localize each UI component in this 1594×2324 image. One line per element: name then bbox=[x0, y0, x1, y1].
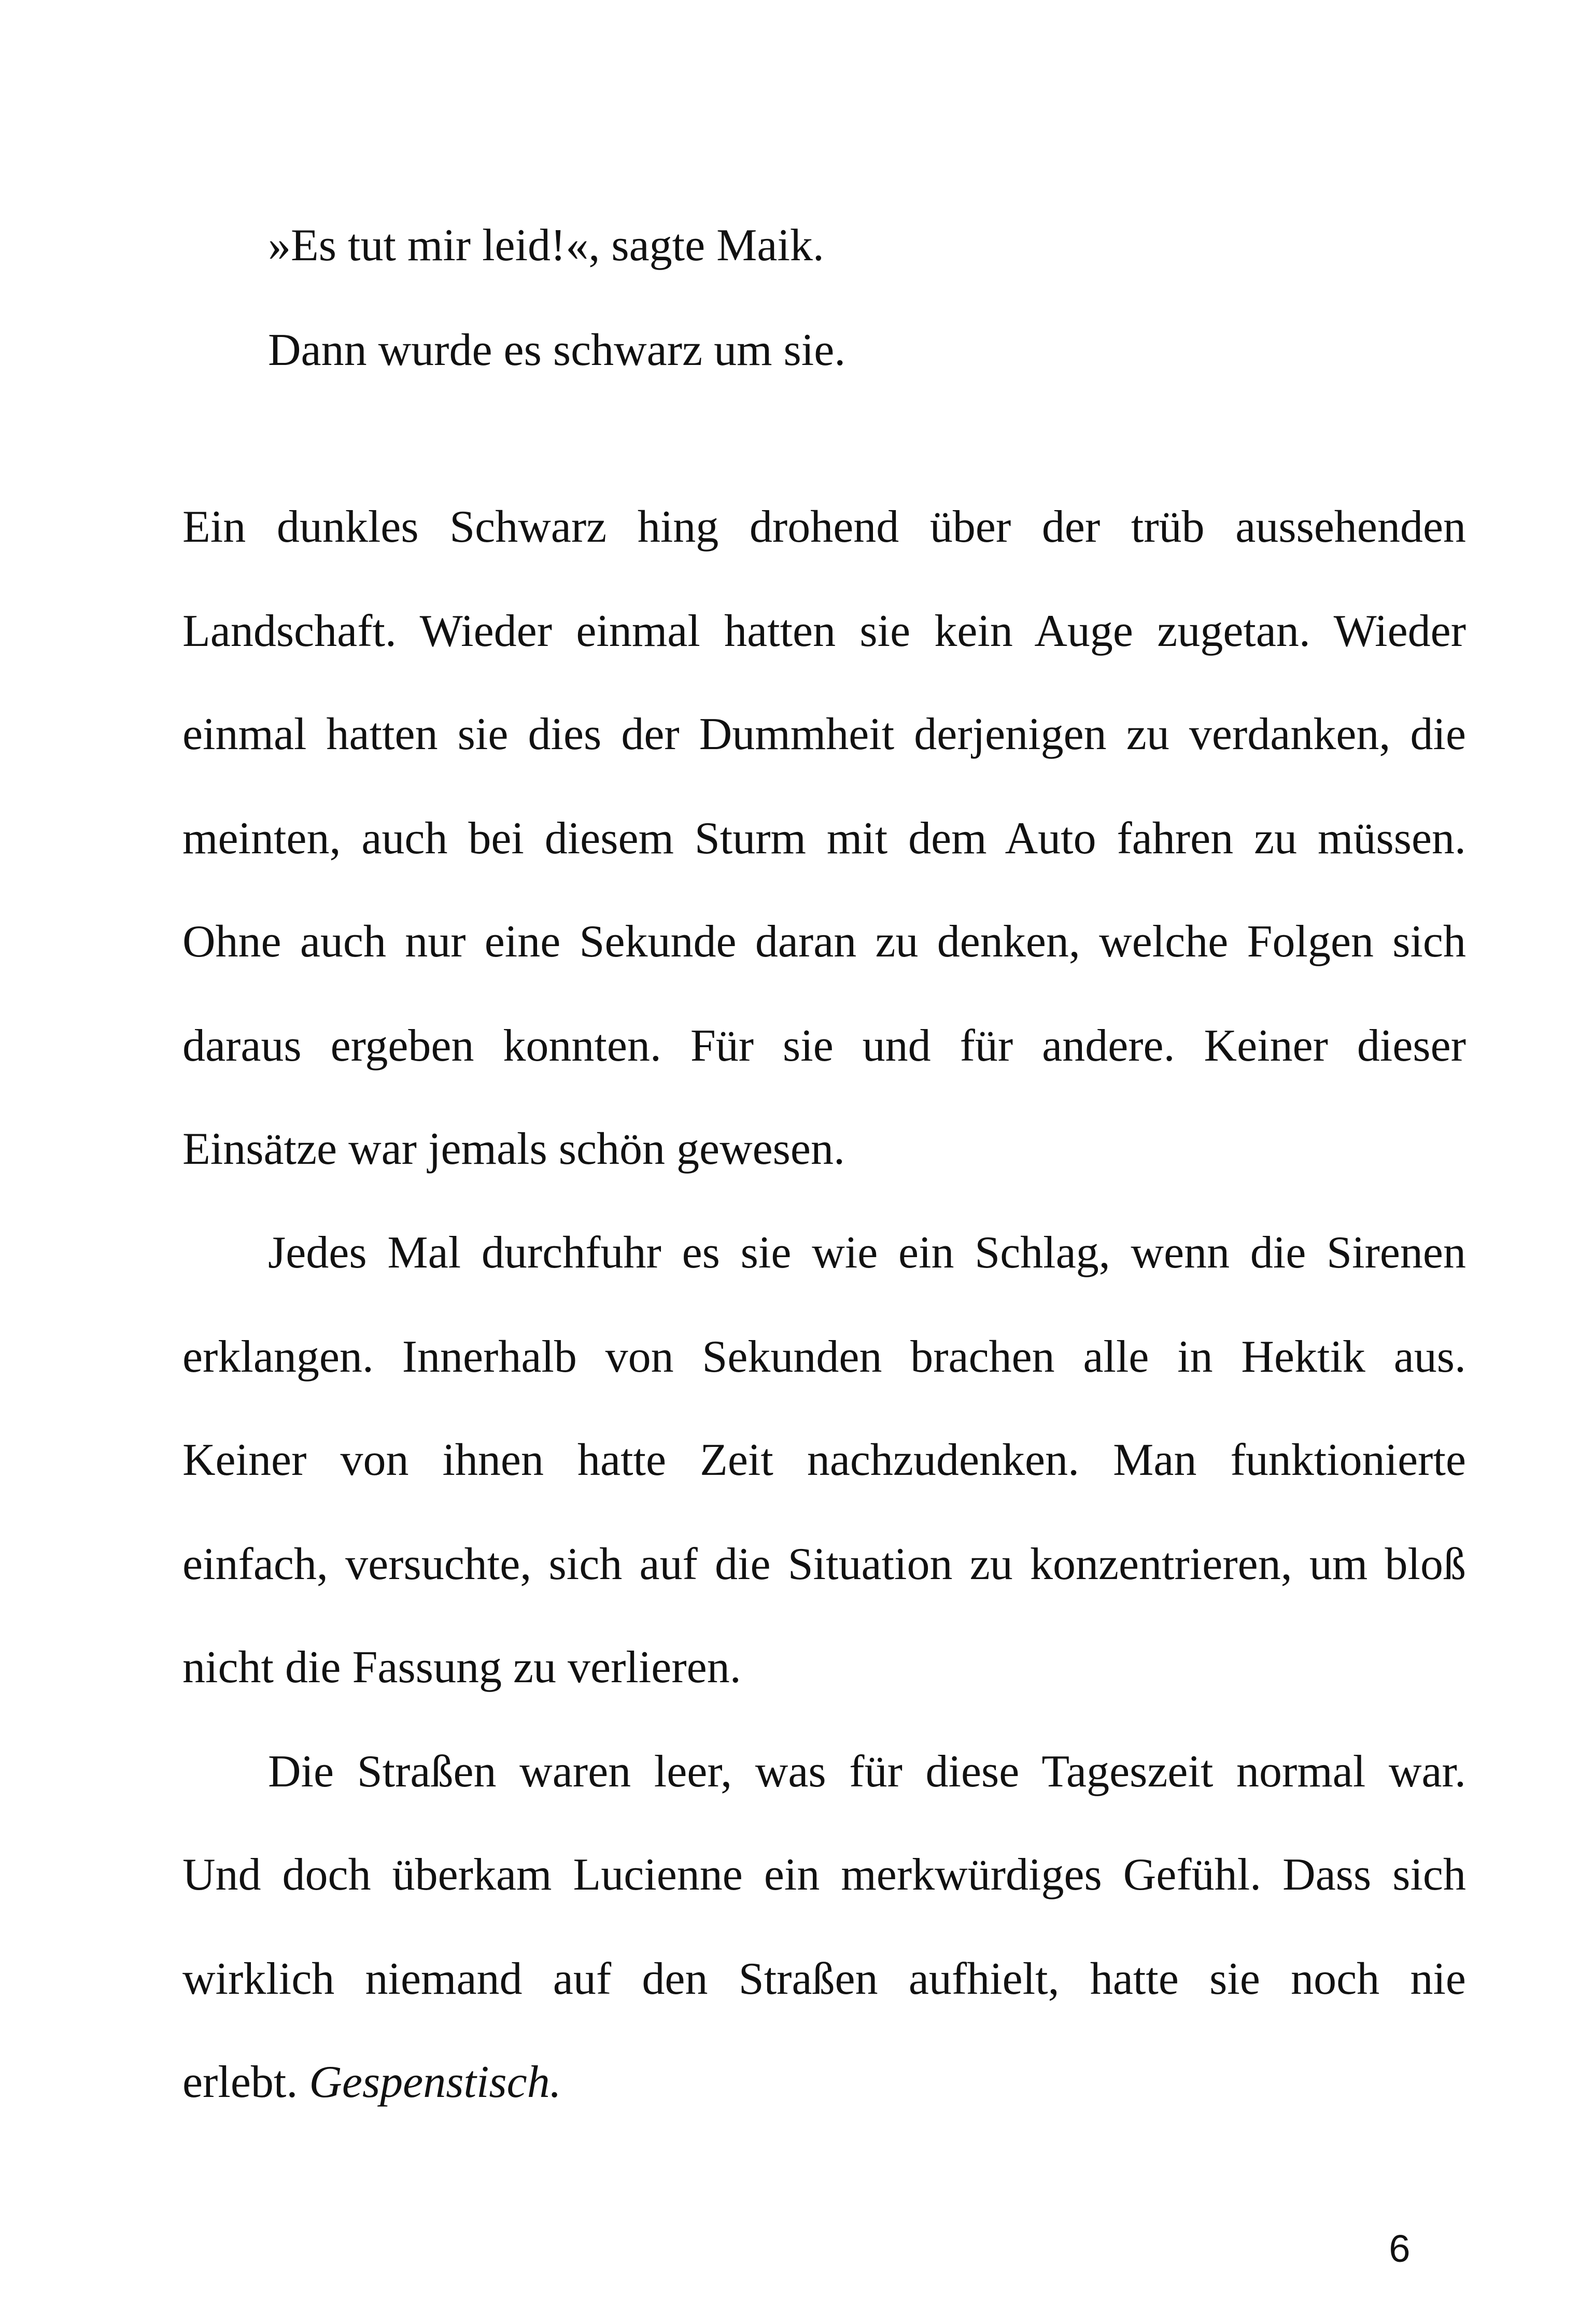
paragraph-3-line-1: Die Straßen waren leer, was für diese Tageszeit normal war. bbox=[268, 1746, 1466, 1797]
opening-line-1: »Es tut mir leid!«, sagte Maik. bbox=[268, 220, 824, 271]
paragraph-1-line-3: einmal hatten sie dies der Dummheit derjenigen zu verdanken, die bbox=[182, 709, 1466, 759]
paragraph-1-line-1: Ein dunkles Schwarz hing drohend über der trüb aussehenden bbox=[182, 502, 1466, 552]
paragraph-3-line-2: Und doch überkam Lucienne ein merkwürdiges Gefühl. Dass sich bbox=[182, 1850, 1466, 1900]
opening-line-2: Dann wurde es schwarz um sie. bbox=[268, 325, 846, 375]
paragraph-1-line-5: Ohne auch nur eine Sekunde daran zu denken, welche Folgen sich bbox=[182, 917, 1466, 967]
paragraph-2-line-1: Jedes Mal durchfuhr es sie wie ein Schlag, wenn die Sirenen bbox=[268, 1228, 1466, 1278]
paragraph-3-line-4-text: erlebt. bbox=[182, 2057, 309, 2107]
paragraph-1-line-7: Einsätze war jemals schön gewesen. bbox=[182, 1124, 845, 1174]
paragraph-2-line-5: nicht die Fassung zu verlieren. bbox=[182, 1642, 741, 1693]
paragraph-1-line-6: daraus ergeben konnten. Für sie und für andere. Keiner dieser bbox=[182, 1021, 1466, 1071]
italic-emphasis: Gespenstisch. bbox=[309, 2057, 561, 2107]
paragraph-2-line-2: erklangen. Innerhalb von Sekunden brachen alle in Hektik aus. bbox=[182, 1332, 1466, 1382]
paragraph-1-line-4: meinten, auch bei diesem Sturm mit dem Auto fahren zu müssen. bbox=[182, 813, 1466, 864]
page-number: 6 bbox=[1389, 2227, 1410, 2270]
paragraph-3-line-3: wirklich niemand auf den Straßen aufhielt, hatte sie noch nie bbox=[182, 1954, 1466, 2004]
paragraph-2-line-4: einfach, versuchte, sich auf die Situation zu konzentrieren, um bloß bbox=[182, 1539, 1466, 1589]
paragraph-1-line-2: Landschaft. Wieder einmal hatten sie kein Auge zugetan. Wieder bbox=[182, 606, 1466, 656]
paragraph-3-line-4 bbox=[182, 2057, 561, 2108]
paragraph-2-line-3: Keiner von ihnen hatte Zeit nachzudenken. Man funktionierte bbox=[182, 1435, 1466, 1485]
